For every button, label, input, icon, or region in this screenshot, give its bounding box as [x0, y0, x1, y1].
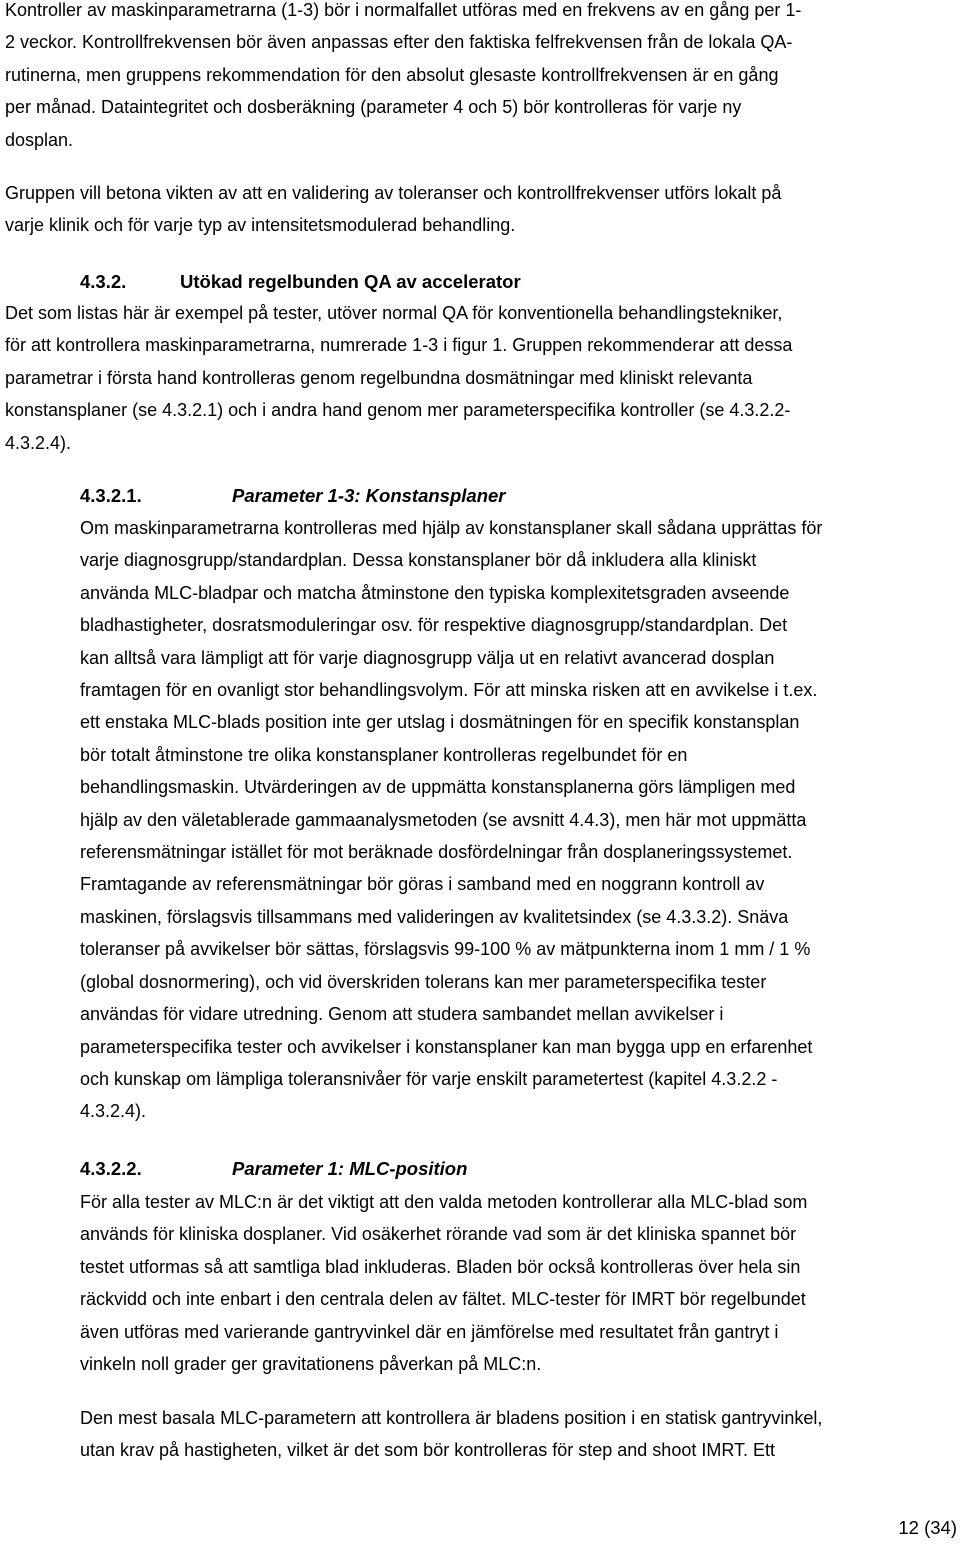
text-line: användas för vidare utredning. Genom att studera sambandet mellan avvikelser i — [80, 1004, 724, 1025]
section-number: 4.3.2. — [80, 271, 127, 292]
section-number: 4.3.2.1. — [80, 485, 142, 506]
text-line: hjälp av den väletablerade gammaanalysmetoden (se avsnitt 4.4.3), men här mot uppmätta — [80, 809, 807, 830]
closing-paragraph — [80, 1402, 822, 1467]
text-line: maskinen, förslagsvis tillsammans med valideringen av kvalitetsindex (se 4.3.3.2). Snäva — [80, 906, 789, 927]
section-number: 4.3.2.2. — [80, 1158, 142, 1179]
text-line: bör totalt åtminstone tre olika konstansplaner kontrolleras regelbundet för en — [80, 744, 688, 765]
section-title: Parameter 1-3: Konstansplaner — [232, 485, 506, 506]
text-line: testet utformas så att samtliga blad inkluderas. Bladen bör också kontrolleras över hela sin — [80, 1256, 801, 1277]
text-line: används för kliniska dosplaner. Vid osäkerhet rörande vad som är det kliniska spannet bör — [80, 1224, 797, 1245]
text-line: parameterspecifika tester och avvikelser i konstansplaner kan man bygga upp en erfarenhet — [80, 1036, 813, 1057]
section-title: Utökad regelbunden QA av accelerator — [180, 271, 521, 292]
text-line: för att kontrollera maskinparametrarna, numrerade 1-3 i figur 1. Gruppen rekommenderar att dessa — [5, 335, 793, 356]
section-heading-4-3-2 — [80, 266, 521, 298]
text-line: kan alltså vara lämpligt att för varje diagnosgrupp välja ut en relativt avancerad dosplan — [80, 647, 775, 668]
text-line: räckvidd och inte enbart i den centrala delen av fältet. MLC-tester för IMRT bör regelbundet — [80, 1289, 806, 1310]
text-line: utan krav på hastigheten, vilket är det som bör kontrolleras för step and shoot IMRT. Ett — [80, 1440, 776, 1461]
section-heading-4-3-2-2 — [80, 1153, 467, 1185]
section-4-3-2-body — [5, 297, 792, 459]
text-line: 2 veckor. Kontrollfrekvensen bör även anpassas efter den faktiska felfrekvensen från de lokala QA- — [5, 32, 793, 53]
section-4-3-2-1-body — [80, 512, 822, 1128]
text-line: behandlingsmaskin. Utvärderingen av de uppmätta konstansplanerna görs lämpligen med — [80, 777, 796, 798]
text-line: rutinerna, men gruppens rekommendation för den absolut glesaste kontrollfrekvensen är en gång — [5, 64, 779, 85]
section-4-3-2-2-body — [80, 1186, 807, 1380]
text-line: framtagen för en ovanligt stor behandlingsvolym. För att minska risken att en avvikelse i t.ex. — [80, 680, 818, 701]
section-title: Parameter 1: MLC-position — [232, 1158, 468, 1179]
text-line: konstansplaner (se 4.3.2.1) och i andra hand genom mer parameterspecifika kontroller (se 4.3.2.2- — [5, 400, 791, 421]
text-line: även utföras med varierande gantryvinkel där en jämförelse med resultatet från gantryt i — [80, 1321, 779, 1342]
page-number: 12 (34) — [898, 1517, 957, 1538]
text-line: Framtagande av referensmätningar bör göras i samband med en noggrann kontroll av — [80, 874, 765, 895]
text-line: toleranser på avvikelser bör sättas, förslagsvis 99-100 % av mätpunkterna inom 1 mm / 1 % — [80, 939, 811, 960]
text-line: per månad. Dataintegritet och dosberäkning (parameter 4 och 5) bör kontrolleras för varje ny — [5, 97, 742, 118]
text-line: varje diagnosgrupp/standardplan. Dessa konstansplaner bör då inkludera alla kliniskt — [80, 550, 757, 571]
text-line: bladhastigheter, dosratsmoduleringar osv. för respektive diagnosgrupp/standardplan. Det — [80, 615, 788, 636]
text-line: och kunskap om lämpliga toleransnivåer för varje enskilt parametertest (kapitel 4.3.2.2 - — [80, 1068, 778, 1089]
text-line: Den mest basala MLC-parametern att kontrollera är bladens position i en statisk gantryvinkel, — [80, 1408, 823, 1428]
text-line: För alla tester av MLC:n är det viktigt att den valda metoden kontrollerar alla MLC-blad som — [80, 1192, 808, 1212]
text-line: Om maskinparametrarna kontrolleras med hjälp av konstansplaner skall sådana upprättas för — [80, 518, 823, 538]
text-line: 4.3.2.4). — [80, 1101, 147, 1122]
text-line: (global dosnormering), och vid överskriden tolerans kan mer parameterspecifika tester — [80, 971, 767, 992]
section-heading-4-3-2-1 — [80, 480, 506, 512]
intro-paragraph — [5, 0, 801, 156]
text-line: ett enstaka MLC-blads position inte ger utslag i dosmätningen för en specifik konstansplan — [80, 712, 800, 733]
text-line: 4.3.2.4). — [5, 432, 72, 453]
text-line: parametrar i första hand kontrolleras genom regelbundna dosmätningar med kliniskt relevanta — [5, 367, 753, 388]
text-line: referensmätningar istället för mot beräknade dosfördelningar från dosplaneringssystemet. — [80, 842, 793, 863]
text-line: Gruppen vill betona vikten av att en validering av toleranser och kontrollfrekvenser utförs lokalt på — [5, 183, 782, 203]
validation-paragraph — [5, 177, 781, 242]
text-line: använda MLC-bladpar och matcha åtminstone den typiska komplexitetsgraden avseende — [80, 582, 790, 603]
text-line: Det som listas här är exempel på tester, utöver normal QA för konventionella behandlingstekniker, — [5, 303, 783, 323]
text-line: vinkeln noll grader ger gravitationens påverkan på MLC:n. — [80, 1354, 542, 1375]
text-line: varje klinik och för varje typ av intensitetsmodulerad behandling. — [5, 215, 516, 236]
text-line: Kontroller av maskinparametrarna (1-3) bör i normalfallet utföras med en frekvens av en gång per 1- — [5, 0, 802, 20]
text-line: dosplan. — [5, 129, 74, 150]
